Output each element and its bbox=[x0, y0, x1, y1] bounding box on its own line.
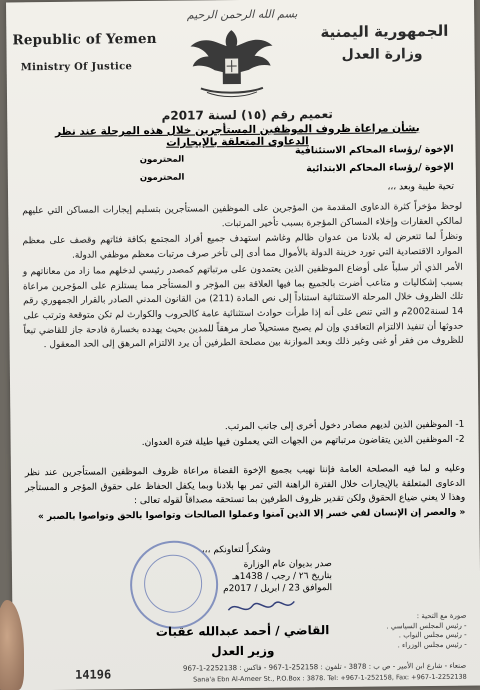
copy-recipient: - رئيس مجلس النواب . bbox=[398, 630, 467, 640]
footer-address-en: Sana'a Ebn Al-Ameer St., P.O.Box : 3878. Tel: +967-1-252158, Fax: +967-1-2252138 bbox=[193, 672, 467, 684]
circular-reference: تعميم رقم (١٥) لسنة 2017م bbox=[161, 107, 333, 123]
ministry-title-en: Ministry Of Justice bbox=[20, 61, 133, 74]
issued-gregorian-date: الموافق 23 / ابريل / 2017م bbox=[223, 583, 333, 595]
ministry-stamp bbox=[130, 540, 219, 629]
body-paragraph: ونظراً لما تتعرض له بلادنا من عدوان ظالم وغاشم استهدف جميع أفراد المجتمع بكافة فئاتهم وقصف على معظم الموارد الاقتصادية التي تورد خزينة الدولة بالأموال مما أدى إلى تأخر صرف مرتبات معظم موظفي الدولة. bbox=[22, 232, 463, 261]
circular-subject: بشأن مراعاة ظروف الموظفين المستأجرين خلال هذه المرحلة عند نظر الدعاوى المتعلقة بالإيجارات bbox=[54, 122, 420, 149]
copies-label: صورة مع التحية : bbox=[416, 611, 467, 621]
respected-label-2: المحترمون bbox=[139, 172, 185, 184]
respected-label-1: المحترمون bbox=[139, 154, 185, 166]
minister-name: القاضي / أحمد عبدالله عقبات bbox=[155, 623, 330, 639]
copy-recipient: - رئيس المجلس السياسي . bbox=[386, 621, 467, 631]
quran-verse: « والعصر إن الإنسان لفي خسر إلا الذين آمنوا وعملوا الصالحات وتواصوا بالحق وتواصوا بالصبر » bbox=[37, 507, 466, 523]
republic-title-ar: الجمهورية اليمنية bbox=[320, 21, 449, 42]
basmala: بسم الله الرحمن الرحيم bbox=[186, 7, 298, 22]
document-number: 14196 bbox=[74, 667, 112, 682]
body-paragraph: لوحظ مؤخراً كثرة الدعاوى المقدمة من المؤجرين على الموظفين المستأجرين بتسليم إيجارات المساكن التي عليهم لمالكي العقارات وإخلاء المساكن المؤجرة بسبب تأخير المرتبات. bbox=[22, 201, 463, 229]
exception-item: 1- الموظفين الذين لديهم مصادر دخول أخرى إلى جانب المرتب. bbox=[224, 419, 465, 433]
addressee-appeal-courts: الإخوة /رؤساء المحاكم الاستئنافية bbox=[294, 143, 454, 157]
copy-recipient: - رئيس مجلس الوزراء . bbox=[397, 640, 467, 649]
copies-block bbox=[386, 612, 467, 651]
exception-item: 2- الموظفين الذين يتقاضون مرتباتهم من الجهات التي يعملون فيها طيلة فترة العدوان. bbox=[141, 434, 465, 448]
ministry-title-ar: وزارة العدل bbox=[341, 46, 423, 63]
body-paragraph: الأمر الذي أثر سلباً على أوضاع الموظفين الذين يعتمدون على مرتباتهم كمصدر رئيسي لدخلهم مما زاد من معاناتهم و بسبب إشكاليات و متاعب أضرت بالجميع بما فيها العلاقة بين المؤجر و المستأجر مما يستلزم على المؤجرين مراعاة تلك الظروف خلال المرحلة الاستثنائية استناداً إلى نص المادة (211) من القانون المدني الصادر بالقرار الجمهوري رقم 14 لسنة2002م و التي تنص على أنه إذا طرأت حوادث استثنائية عامة كالحروب والكوارث لم تكن متوقعة وترتب على حدوثها أن تنفيذ الالتزام التعاقدي وإن لم يصبح مستحيلاً صار مرهقاً للمدين بحيث يهدده بخسارة فادحة جاز للقاضي تبعاً للظروف من فقر أو غنى وغير ذلك وبعد الموازنة بين مصلحة الطرفين أن يرد الالتزام المرهق إلى الحد المعقول . bbox=[22, 262, 464, 351]
exceptions-list bbox=[24, 418, 464, 452]
issued-hijri-date: بتاريخ ٢٦ / رجب / 1438هـ bbox=[232, 571, 333, 583]
thanks-line: وشكراً لتعاونكم ،،، bbox=[201, 544, 271, 556]
letter-body bbox=[22, 200, 464, 355]
closing-section bbox=[25, 462, 466, 525]
issued-place: صدر بديوان عام الوزارة bbox=[243, 559, 332, 570]
signature-scribble bbox=[226, 595, 296, 618]
minister-title: وزير العدل bbox=[211, 643, 275, 659]
issue-date-block bbox=[222, 558, 332, 595]
closing-paragraph: وعليه و لما فيه المصلحة العامة فإننا نهيب بجميع الإخوة القضاة مراعاة ظروف الموظفين المستأجرين عند نظر الدعاوى المتعلقة بالإيجارات خلال الفترة الراهنة التي تمر بها بلادنا وبما يكفل الحفاظ على حقوق المؤجر و المستأجر وهذا لا يعني ضياع الحقوق ولكن تقدير ظروف الطرفين بما تستحقه مصداقاً لقوله تعالى : bbox=[24, 463, 466, 507]
republic-title-en: Republic of Yemen bbox=[12, 30, 157, 49]
greeting: تحية طيبة وبعد ،،، bbox=[387, 181, 455, 193]
addressee-primary-courts: الإخوة /رؤساء المحاكم الابتدائية bbox=[306, 161, 454, 175]
yemen-eagle-emblem-icon bbox=[186, 22, 277, 103]
footer-address-ar: صنعاء - شارع ابن الأمير - ص ب : 3878 - تلفون : 252158-1-967 - فاكس : 2252138-1-967 bbox=[182, 661, 467, 673]
letter-paper bbox=[6, 0, 480, 690]
